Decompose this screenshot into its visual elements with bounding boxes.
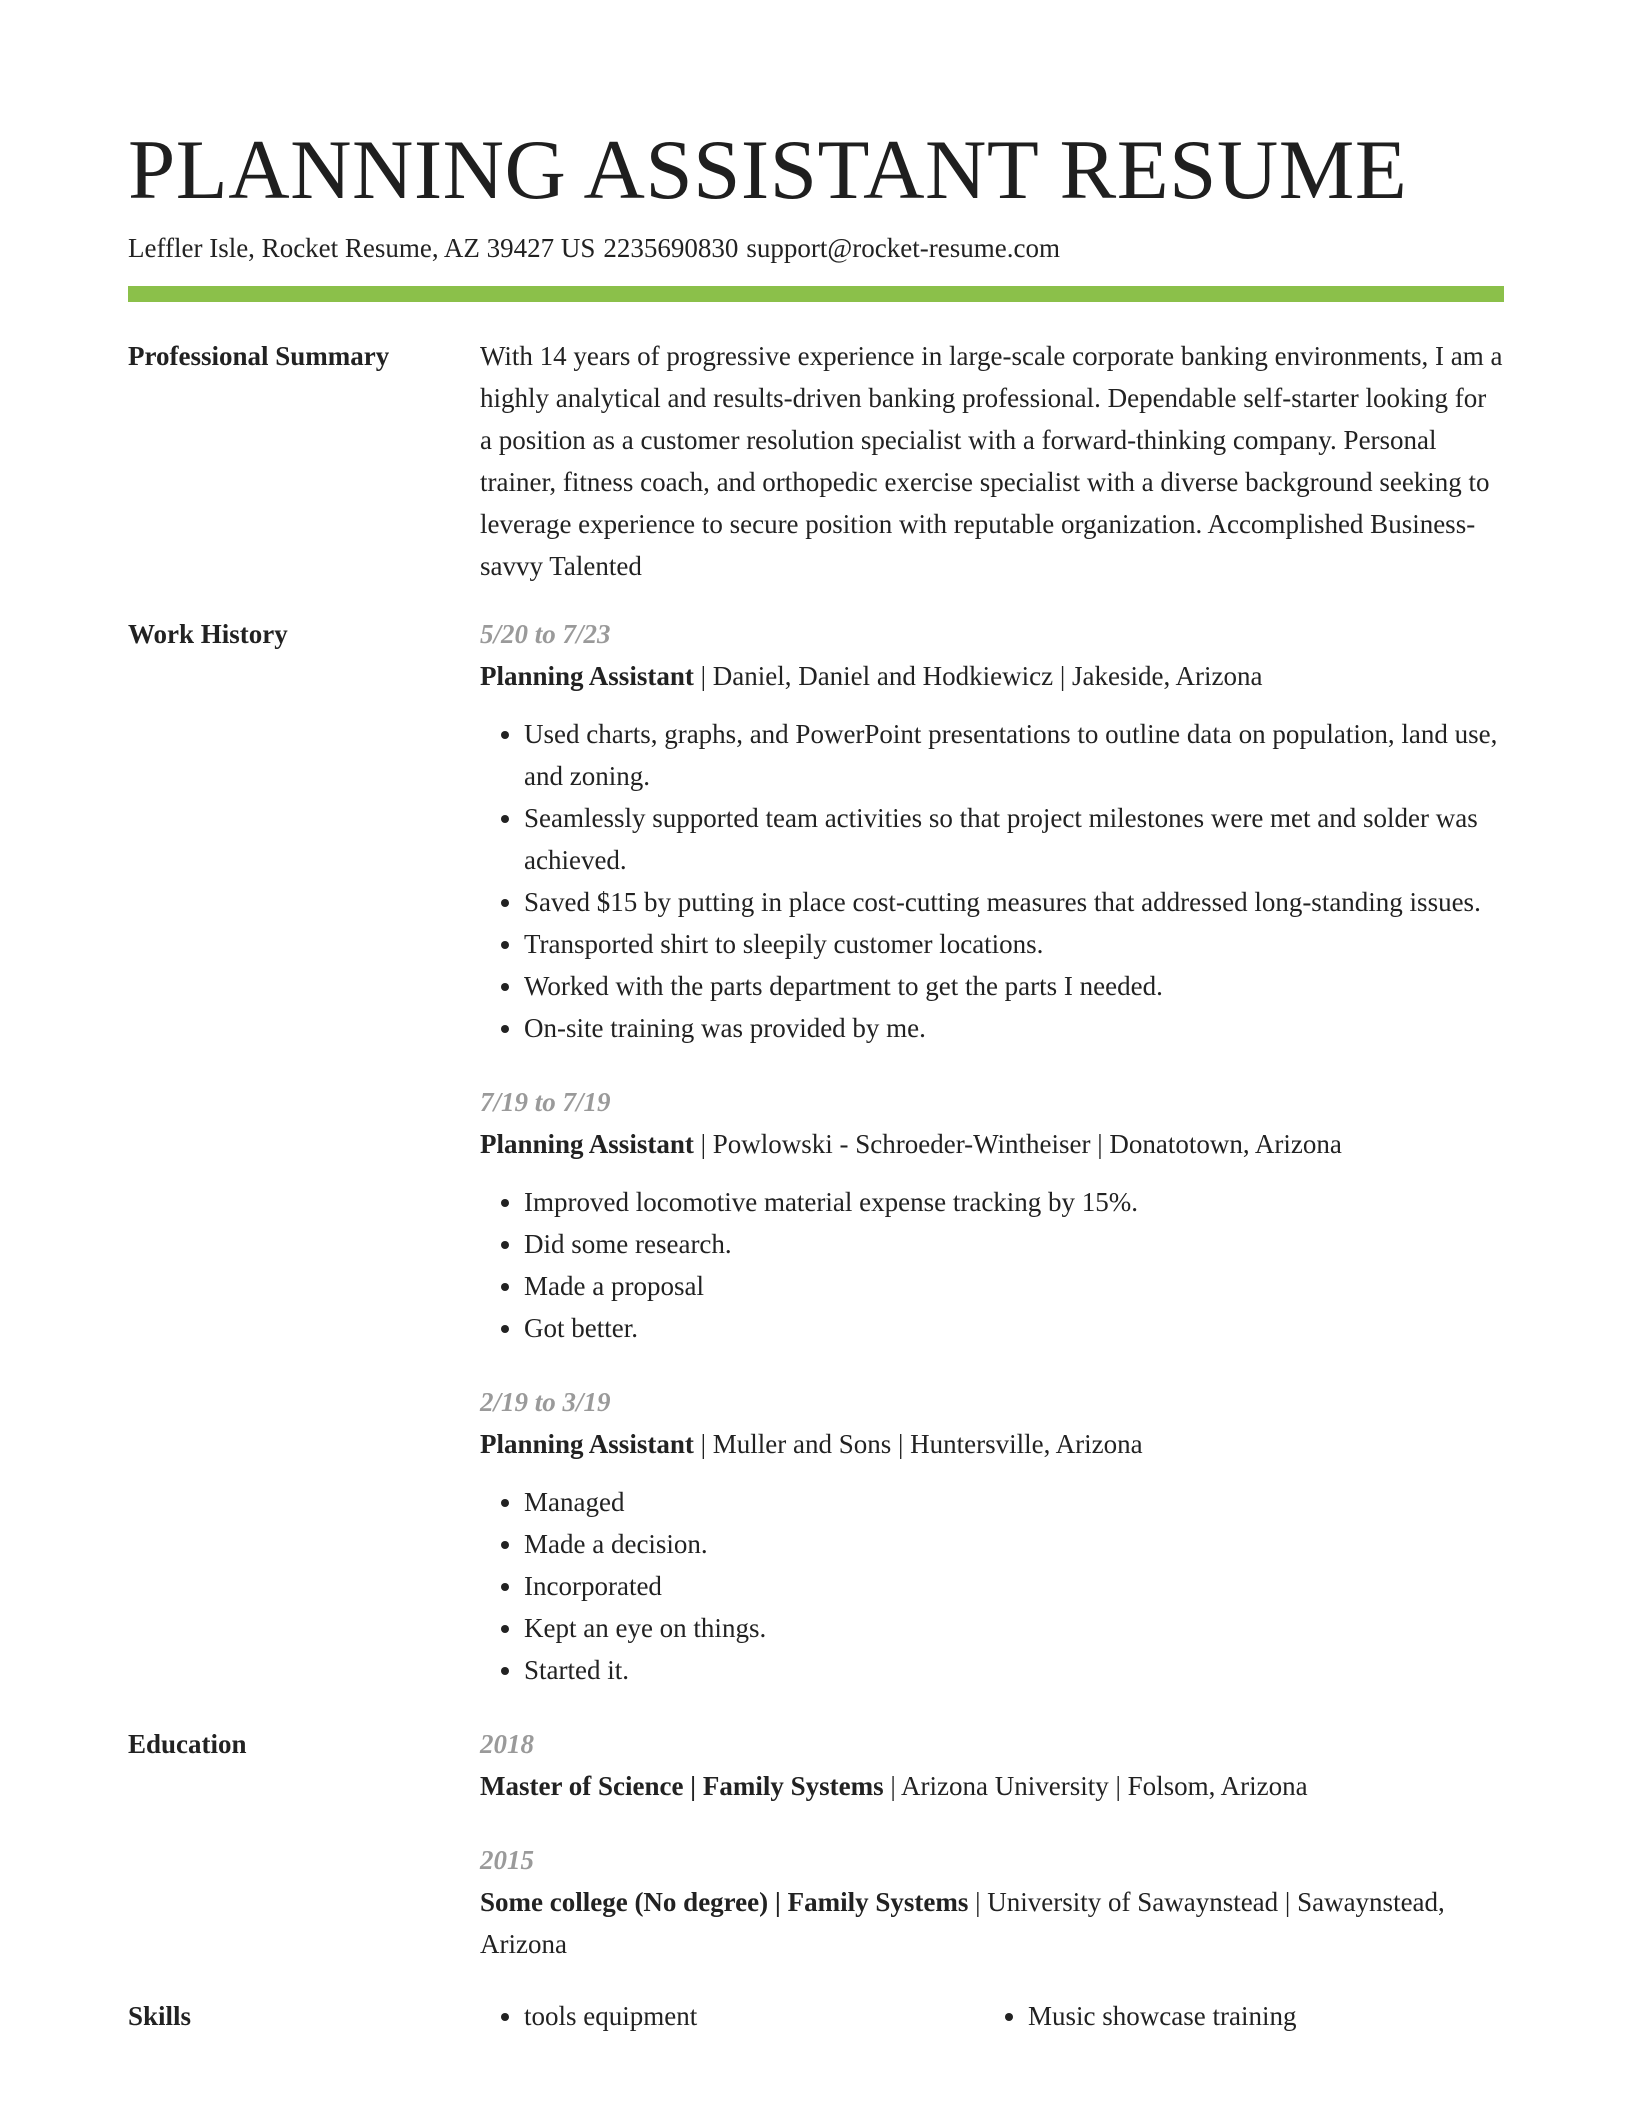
skill-item: • tools equipment bbox=[524, 1995, 984, 2037]
summary-section bbox=[128, 335, 1504, 587]
education-entry bbox=[480, 1839, 1504, 1965]
skills-column-left bbox=[480, 1995, 984, 2037]
skills-grid bbox=[480, 1995, 1504, 2037]
education-year: 2015 bbox=[480, 1845, 534, 1875]
job-bullet: • Did some research. bbox=[524, 1223, 1504, 1265]
education-degree: Master of Science | Family Systems bbox=[480, 1771, 884, 1801]
job-bullets bbox=[480, 1181, 1504, 1349]
job-bullet: • Made a proposal bbox=[524, 1265, 1504, 1307]
skills-column-right bbox=[984, 1995, 1488, 2037]
summary-heading: Professional Summary bbox=[128, 341, 390, 371]
job-title: Planning Assistant bbox=[480, 1429, 694, 1459]
job-bullet: • Saved $15 by putting in place cost-cutting measures that addressed long-standing issues. bbox=[524, 881, 1504, 923]
job-bullet: • Incorporated bbox=[524, 1565, 1504, 1607]
job-role-line bbox=[480, 655, 1504, 697]
contact-address: Leffler Isle, Rocket Resume, AZ 39427 US bbox=[128, 233, 596, 263]
education-line bbox=[480, 1765, 1504, 1807]
job-title: Planning Assistant bbox=[480, 1129, 694, 1159]
job-bullets bbox=[480, 713, 1504, 1049]
job-entry bbox=[480, 1381, 1504, 1691]
job-bullet: • Got better. bbox=[524, 1307, 1504, 1349]
contact-phone: 2235690830 bbox=[603, 233, 739, 263]
job-bullet: • Made a decision. bbox=[524, 1523, 1504, 1565]
education-list bbox=[480, 1723, 1504, 1965]
job-bullet: • Worked with the parts department to get the parts I needed. bbox=[524, 965, 1504, 1007]
job-bullet: • Kept an eye on things. bbox=[524, 1607, 1504, 1649]
job-bullet: • Improved locomotive material expense tracking by 15%. bbox=[524, 1181, 1504, 1223]
job-details: | Muller and Sons | Huntersville, Arizona bbox=[693, 1429, 1143, 1459]
work-history-list bbox=[480, 613, 1504, 1691]
job-bullet: • Used charts, graphs, and PowerPoint presentations to outline data on population, land use, and zoning. bbox=[524, 713, 1504, 797]
education-year: 2018 bbox=[480, 1729, 534, 1759]
skills-section bbox=[128, 1995, 1504, 2037]
skill-item: • Music showcase training bbox=[1028, 1995, 1488, 2037]
job-bullets bbox=[480, 1481, 1504, 1691]
job-details: | Powlowski - Schroeder-Wintheiser | Donatotown, Arizona bbox=[693, 1129, 1342, 1159]
work-history-heading: Work History bbox=[128, 619, 288, 649]
job-entry bbox=[480, 1081, 1504, 1349]
resume-page bbox=[128, 118, 1504, 2037]
job-details: | Daniel, Daniel and Hodkiewicz | Jakeside, Arizona bbox=[693, 661, 1263, 691]
job-entry bbox=[480, 613, 1504, 1049]
education-heading: Education bbox=[128, 1729, 247, 1759]
contact-email: support@rocket-resume.com bbox=[746, 233, 1060, 263]
education-details: | University of Sawaynstead | Sawaynstead, Arizona bbox=[480, 1887, 1445, 1959]
job-bullet: • Seamlessly supported team activities so that project milestones were met and solder was achieved. bbox=[524, 797, 1504, 881]
job-bullet: • Started it. bbox=[524, 1649, 1504, 1691]
job-dates: 2/19 to 3/19 bbox=[480, 1387, 611, 1417]
contact-line bbox=[128, 230, 1504, 266]
education-section bbox=[128, 1723, 1504, 1965]
job-bullet: • Managed bbox=[524, 1481, 1504, 1523]
education-details: | Arizona University | Folsom, Arizona bbox=[883, 1771, 1308, 1801]
work-history-section bbox=[128, 613, 1504, 1691]
resume-title: PLANNING ASSISTANT RESUME bbox=[128, 123, 1408, 217]
job-role-line bbox=[480, 1123, 1504, 1165]
summary-text: With 14 years of progressive experience in large-scale corporate banking environments, I am a highly analytical and results-driven banking professional. Dependable self-starter looking for a position as a customer resolution specialist with a forward-thinking company. Personal trainer, fitness coach, and orthopedic exercise specialist with a diverse background seeking to leverage experience to secure position with reputable organization. Accomplished Business-savvy Talented bbox=[480, 341, 1503, 581]
education-line bbox=[480, 1881, 1504, 1965]
header-divider bbox=[128, 286, 1504, 302]
job-dates: 5/20 to 7/23 bbox=[480, 619, 611, 649]
job-role-line bbox=[480, 1423, 1504, 1465]
job-bullet: • Transported shirt to sleepily customer locations. bbox=[524, 923, 1504, 965]
skills-heading: Skills bbox=[128, 2001, 192, 2031]
job-dates: 7/19 to 7/19 bbox=[480, 1087, 611, 1117]
education-entry bbox=[480, 1723, 1504, 1807]
job-title: Planning Assistant bbox=[480, 661, 694, 691]
education-degree: Some college (No degree) | Family Systems bbox=[480, 1887, 969, 1917]
job-bullet: • On-site training was provided by me. bbox=[524, 1007, 1504, 1049]
